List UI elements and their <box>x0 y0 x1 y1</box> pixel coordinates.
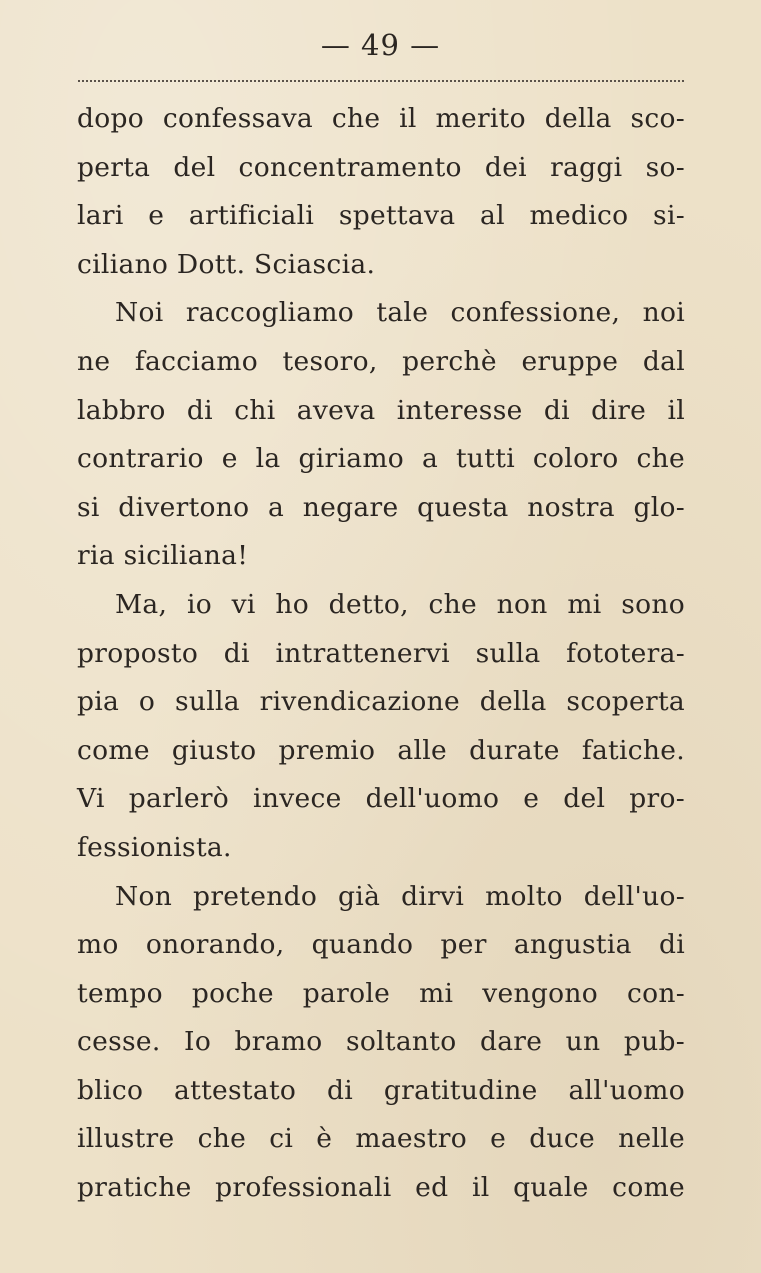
text-line: pia o sulla rivendicazione della scoperta <box>77 686 685 718</box>
text-line: mo onorando, quando per angustia di <box>77 929 685 961</box>
text-line: Noi raccogliamo tale confessione, noi <box>115 297 685 329</box>
text-line: blico attestato di gratitudine all'uomo <box>77 1074 685 1106</box>
text-line: Non pretendo già dirvi molto dell'uo- <box>115 880 685 912</box>
text-line: lari e artificiali spettava al medico si- <box>77 200 685 232</box>
text-line: tempo poche parole mi vengono con- <box>77 977 685 1009</box>
text-line: ne facciamo tesoro, perchè eruppe dal <box>77 345 685 377</box>
text-line: labbro di chi aveva interesse di dire il <box>77 394 685 426</box>
text-line: dopo confessava che il merito della sco- <box>77 103 685 134</box>
text-line: fessionista. <box>77 831 232 863</box>
text-line: come giusto premio alle durate fatiche. <box>77 734 685 766</box>
text-line: si divertono a negare questa nostra glo- <box>77 491 685 523</box>
text-line: cesse. Io bramo soltanto dare un pub- <box>77 1026 685 1058</box>
text-line: Vi parlerò invece dell'uomo e del pro- <box>77 783 685 815</box>
text-line: pratiche professionali ed il quale come <box>77 1172 685 1204</box>
text-line: Ma, io vi ho detto, che non mi sono <box>115 588 685 620</box>
text-line: ria siciliana! <box>77 540 249 572</box>
text-line: ciliano Dott. Sciascia. <box>77 248 376 280</box>
text-line: proposto di intrattenervi sulla fototera- <box>77 637 685 669</box>
body-text <box>77 95 685 1213</box>
text-line: contrario e la giriamo a tutti coloro che <box>77 443 685 475</box>
text-line: illustre che ci è maestro e duce nelle <box>77 1123 685 1155</box>
page-number: — 49 — <box>320 28 441 62</box>
header-divider <box>78 80 684 82</box>
text-line: perta del concentramento dei raggi so- <box>77 151 685 183</box>
